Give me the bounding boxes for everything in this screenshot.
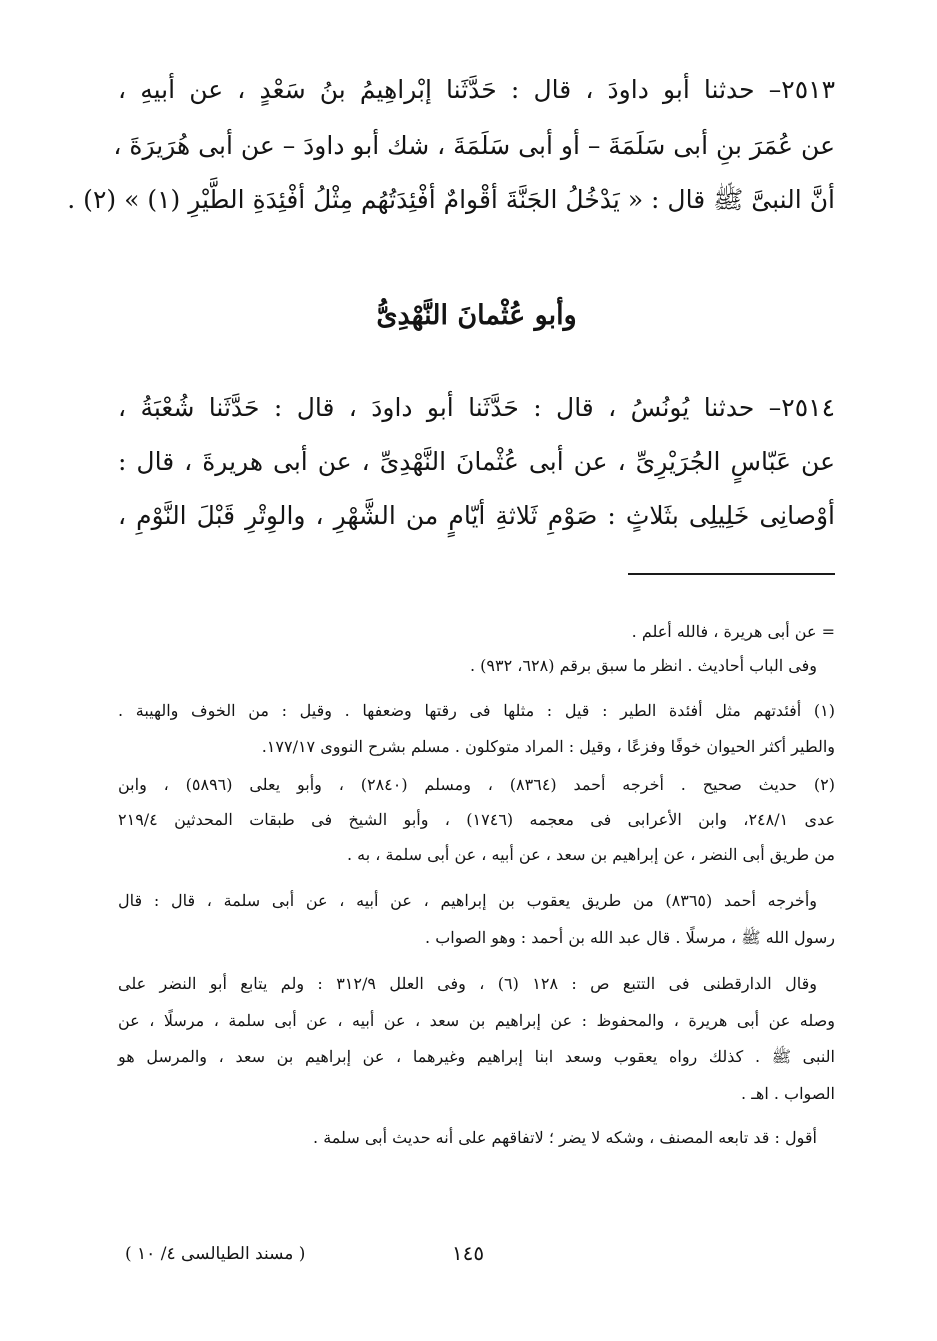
page-number: ١٤٥ — [451, 1241, 485, 1265]
hadith-2514-line-1: ٢٥١٤– حدثنا يُونُسُ ، قال : حَدَّثَنا أبو داودَ ، قال : حَدَّثَنا شُعْبَةُ ، — [118, 393, 835, 422]
footnote-line: (٢) حديث صحيح . أخرجه أحمد (٨٣٦٤) ، ومسلم (٢٨٤٠) ، وأبو يعلى (٥٨٩٦) ، وابن — [118, 775, 835, 794]
footnote-line: النبى ﷺ . كذلك رواه يعقوب وسعد ابنا إبراهيم وغيرهما ، عن إبراهيم بن سعد ، والمرسل هو — [118, 1047, 835, 1066]
footnote-line: أقول : قد تابعه المصنف ، وشكه لا يضر ؛ لاتفاقهم على أنه حديث أبى سلمة . — [313, 1128, 817, 1147]
running-footer: ( مسند الطيالسى ٤/ ١٠ ) — [125, 1244, 306, 1264]
hadith-2513-line-1: ٢٥١٣– حدثنا أبو داودَ ، قال : حَدَّثَنا إبْراهِيمُ بنُ سَعْدٍ ، عن أبيهِ ، — [118, 75, 835, 104]
footnote-line: رسول الله ﷺ ، مرسلًا . قال عبد الله بن أحمد : وهو الصواب . — [425, 928, 835, 947]
footnote-line: عدى ٢٤٨/١، وابن الأعرابى فى معجمه (١٧٤٦) ، وأبو الشيخ فى طبقات المحدثين ٢١٩/٤ — [118, 810, 836, 829]
footnote-line: من طريق أبى النضر ، عن إبراهيم بن سعد ، عن أبيه ، عن أبى سلمة ، به . — [346, 845, 835, 864]
footnote-line: (١) أفئدتهم مثل أفئدة الطير : قيل : مثلها فى رقتها وضعفها . وقيل : من الخوف والهيبة . — [118, 701, 836, 720]
footnote-separator — [628, 573, 835, 575]
footnote-line: وصله عن أبى هريرة ، والمحفوظ : عن إبراهيم بن سعد ، عن أبيه ، عن أبى سلمة ، مرسلًا ، عن — [118, 1011, 835, 1030]
footnote-line: وقال الدارقطنى فى التتبع ص : ١٢٨ (٦) ، وفى العلل ٣١٢/٩ : ولم يتابع أبو النضر على — [118, 974, 818, 993]
footnote-line: وأخرجه أحمد (٨٣٦٥) من طريق يعقوب بن إبراهيم ، عن أبيه ، عن أبى سلمة ، قال : قال — [118, 891, 817, 910]
footnote-line: = عن أبى هريرة ، فالله أعلم . — [631, 622, 835, 641]
hadith-2514-line-3: أوْصانِى خَلِيلِى بثَلاثٍ : صَوْمِ ثَلاثةِ أيّامٍ من الشَّهْرِ ، والوِتْرِ قَبْلَ النَّوْمِ ، — [118, 501, 835, 530]
hadith-2513-line-3: أنَّ النبىَّ ﷺ قال : « يَدْخُلُ الجَنَّةَ أقْوامٌ أفْئِدَتُهُم مِثْلُ أفْئِدَةِ الطَّيْرِ (١) » (٢) . — [67, 185, 835, 214]
section-heading: وأبو عُثْمانَ النَّهْدِىُّ — [376, 300, 577, 331]
hadith-2514-line-2: عن عَبّاسٍ الجُرَيْرِىِّ ، عن أبى عُثْمانَ النَّهْدِىِّ ، عن أبى هريرةَ ، قال : — [118, 447, 835, 476]
footnote-line: والطير أكثر الحيوان خوفًا وفزعًا ، وقيل : المراد متوكلون . مسلم بشرح النووى ١٧٧/١٧. — [261, 737, 835, 756]
hadith-2513-line-2: عن عُمَرَ بنِ أبى سَلَمَةَ – أو أبى سَلَمَةَ ، شك أبو داودَ – عن أبى هُرَيرَةَ ، — [113, 131, 835, 160]
footnote-line: وفى الباب أحاديث . انظر ما سبق برقم (٦٢٨، ٩٣٢) . — [470, 656, 817, 675]
footnote-line: الصواب . اهـ . — [741, 1084, 835, 1103]
